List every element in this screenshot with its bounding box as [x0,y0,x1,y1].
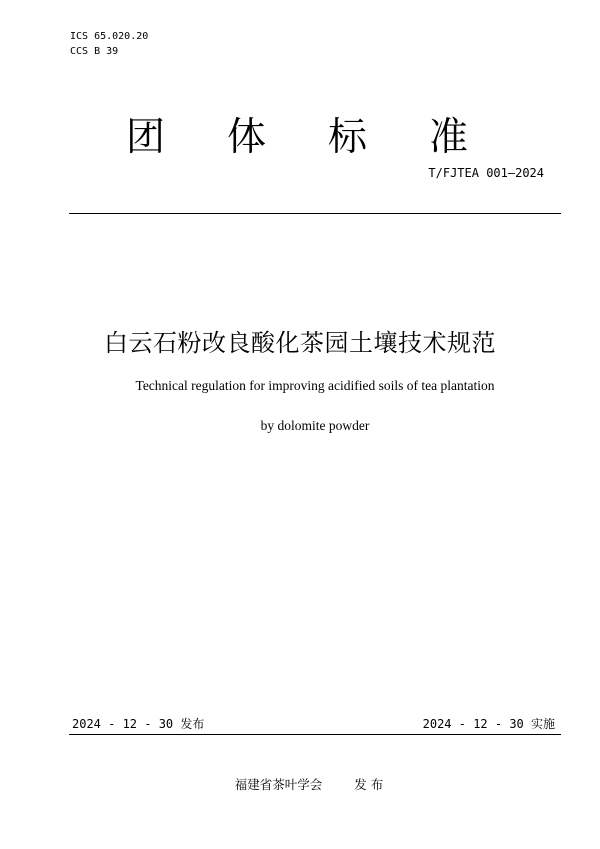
issuer-line [0,776,600,793]
document-type-char: 团 [126,115,166,160]
document-type-char: 准 [429,115,469,160]
footer-divider [69,734,561,735]
chinese-title: 白云石粉改良酸化茶园土壤技术规范 [104,329,496,357]
document-type-char: 体 [227,115,267,160]
issuer-action: 发 布 [354,777,384,792]
issue-date: 2024 - 12 - 30 发布 [72,717,205,731]
issuer-organization: 福建省茶叶学会 [234,777,323,792]
document-number: T/FJTEA 001—2024 [428,166,544,180]
document-type-char: 标 [328,115,368,160]
english-title-line-1: Technical regulation for improving acidified soils of tea plantation [135,378,495,393]
ics-code: ICS 65.020.20 [70,31,149,42]
ccs-code: CCS B 39 [70,46,119,57]
document-type-heading [116,112,486,164]
english-title-line-2: by dolomite powder [260,418,370,433]
header-divider [69,213,561,214]
classification-codes [70,29,148,59]
implementation-date: 2024 - 12 - 30 实施 [422,717,555,731]
